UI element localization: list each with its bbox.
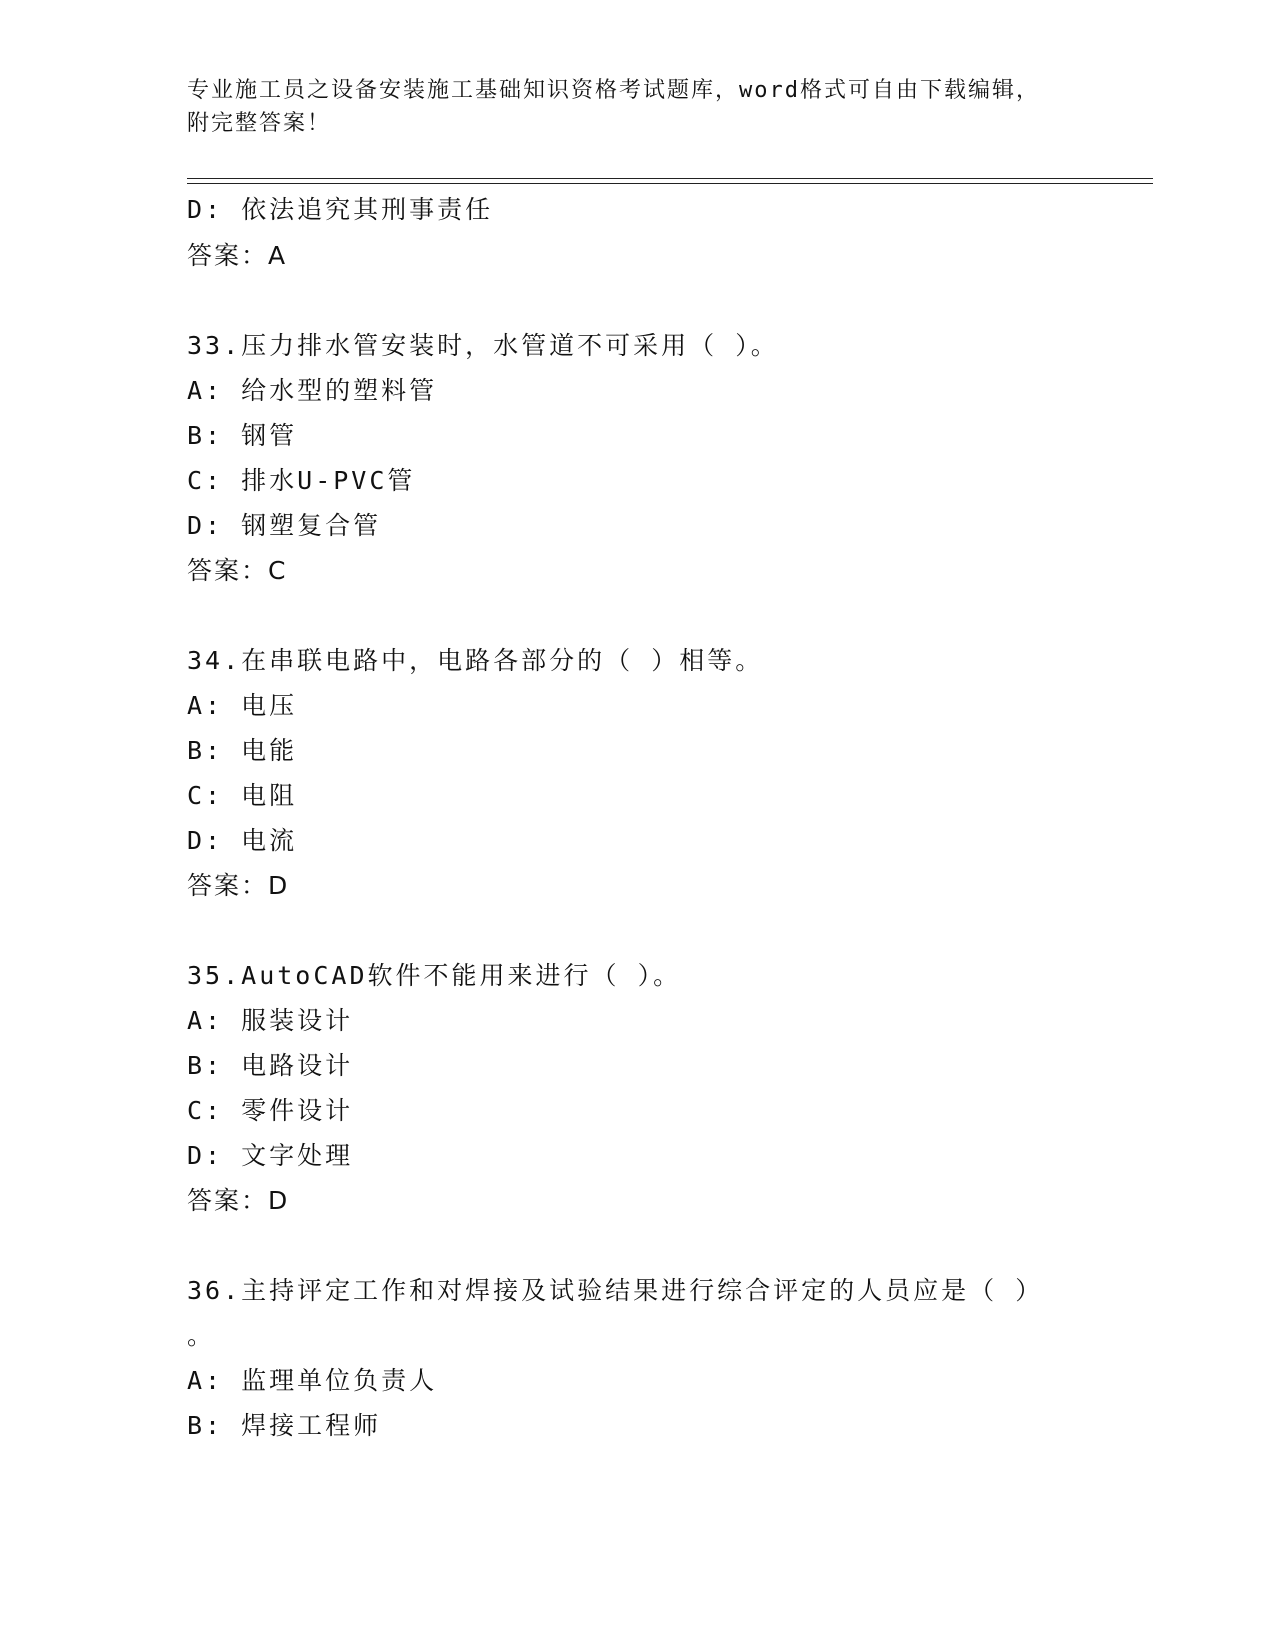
q32-option-d: D: 依法追究其刑事责任 xyxy=(187,195,494,224)
q35-answer: 答案：D xyxy=(187,1186,290,1215)
header-divider-top xyxy=(187,178,1153,179)
q35-option-a: A: 服装设计 xyxy=(187,1006,354,1035)
q32-answer: 答案：A xyxy=(187,241,288,270)
q36-question-line-1: 36.主持评定工作和对焊接及试验结果进行综合评定的人员应是（ ） xyxy=(187,1276,1044,1305)
q33-option-b: B: 钢管 xyxy=(187,421,298,450)
q34-option-c: C: 电阻 xyxy=(187,781,298,810)
header-line-1: 专业施工员之设备安装施工基础知识资格考试题库，word格式可自由下载编辑， xyxy=(187,78,1040,103)
q36-question-line-2: 。 xyxy=(187,1321,216,1350)
q34-option-b: B: 电能 xyxy=(187,736,298,765)
document-header xyxy=(187,74,1067,140)
q34-question: 34.在串联电路中，电路各部分的（ ）相等。 xyxy=(187,646,764,675)
q33-option-c: C: 排水U-PVC管 xyxy=(187,466,416,495)
q35-option-b: B: 电路设计 xyxy=(187,1051,354,1080)
header-divider-bottom xyxy=(187,183,1153,184)
q33-option-d: D: 钢塑复合管 xyxy=(187,511,382,540)
q34-option-d: D: 电流 xyxy=(187,826,298,855)
q34-option-a: A: 电压 xyxy=(187,691,298,720)
q33-question: 33.压力排水管安装时，水管道不可采用（ ）。 xyxy=(187,331,779,360)
header-line-2: 附完整答案！ xyxy=(187,111,332,136)
q34-answer: 答案：D xyxy=(187,871,290,900)
q35-option-c: C: 零件设计 xyxy=(187,1096,354,1125)
q35-question: 35.AutoCAD软件不能用来进行（ ）。 xyxy=(187,961,682,990)
q36-option-b: B: 焊接工程师 xyxy=(187,1411,382,1440)
q35-option-d: D: 文字处理 xyxy=(187,1141,354,1170)
q33-option-a: A: 给水型的塑料管 xyxy=(187,376,438,405)
q36-option-a: A: 监理单位负责人 xyxy=(187,1366,438,1395)
q33-answer: 答案：C xyxy=(187,556,288,585)
